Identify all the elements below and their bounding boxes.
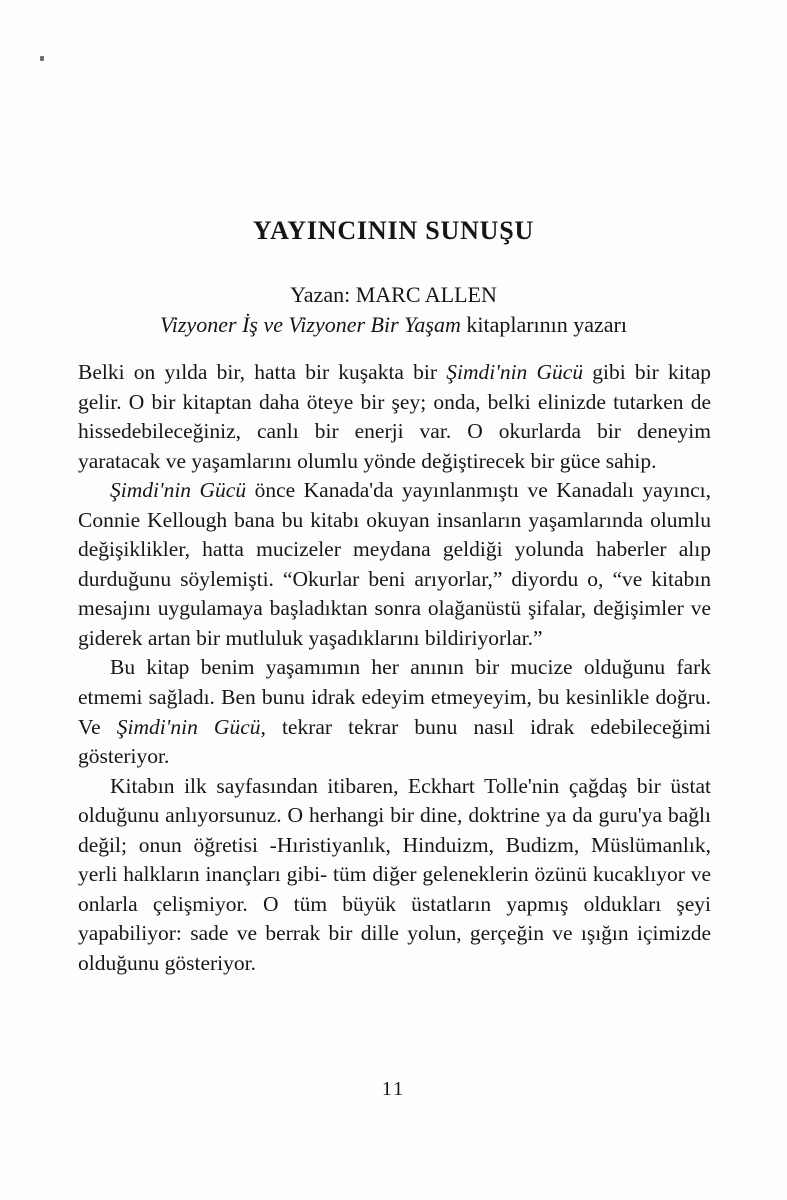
paragraph-1-book-title: Şimdi'nin Gücü <box>446 360 584 384</box>
paragraph-3-text: Bu kitap benim yaşamımın her anının bir mucize olduğunu fark etmemi sağladı. Ben bunu idrak edeyim etmeyeyim, bu kesinlikle doğru. Ve <box>78 655 711 739</box>
author-credit-book-titles: Vizyoner İş ve Vizyoner Bir Yaşam <box>160 312 461 337</box>
page-number: 11 <box>381 1078 406 1100</box>
paragraph-3-text-cont: tekrar tekrar bunu nasıl idrak edebileceğimi gösteriyor. <box>78 714 711 769</box>
paragraph-2-text: önce Kanada'da yayınlanmıştı ve Kanadalı yayıncı, Connie Kellough bana bu kitabı okuyan insanların yaşamlarında olumlu değişiklikler, hatta mucizeler meydana geldiği yolunda haberler alıp durduğunu söylemişti. “Okurlar beni arıyorlar,” diyordu o, “ve kitabın mesajını uygulamaya başladıktan sonra olağanüstü şifalar, değişimler ve giderek artan bir mutluluk yaşadıklarını bildiriyorlar.” <box>78 478 711 650</box>
paragraph-1-text: Belki on yılda bir, hatta bir kuşakta bir <box>78 360 447 384</box>
author-credit <box>0 312 787 338</box>
paragraph-2-book-title: Şimdi'nin Gücü <box>110 478 247 503</box>
author-credit-rest: kitaplarının yazarı <box>460 312 627 337</box>
paragraph-4-text: Kitabın ilk sayfasından itibaren, Eckhart Tolle'nin çağdaş bir üstat olduğunu anlıyorsunuz. O herhangi bir dine, doktrine ya da guru'ya bağlı değil; onun öğretisi -Hıristiyanlık, Hinduizm, Budizm, Müslümanlık, yerli halkların inançları gibi- tüm diğer geleneklerin özünü kucaklıyor ve onlarla çelişmiyor. O tüm büyük üstatların yapmış oldukları şeyi yapabiliyor: sade ve berrak bir dille yolun, gerçeğin ve ışığın içimizde olduğunu gösteriyor. <box>78 773 711 975</box>
page-title: YAYINCININ SUNUŞU <box>252 216 535 245</box>
paragraph-1-text-cont: gibi bir kitap gelir. O bir kitaptan daha öteye bir şey; onda, belki elinizde tutarken de hissedebileceğiniz, canlı bir enerji var. O okurlarda bir deneyim yaratacak ve yaşamlarını olumlu yönde değiştirecek bir güce sahip. <box>78 360 711 473</box>
paragraph-4 <box>78 772 711 979</box>
paragraph-3-book-title: Şimdi'nin Gücü, <box>116 714 266 739</box>
byline: Yazan: MARC ALLEN <box>290 282 497 307</box>
paragraph-1 <box>78 358 711 476</box>
body-text <box>78 358 711 978</box>
paragraph-2 <box>78 476 711 653</box>
scan-artifact-dot <box>40 56 44 61</box>
paragraph-3 <box>78 653 711 771</box>
